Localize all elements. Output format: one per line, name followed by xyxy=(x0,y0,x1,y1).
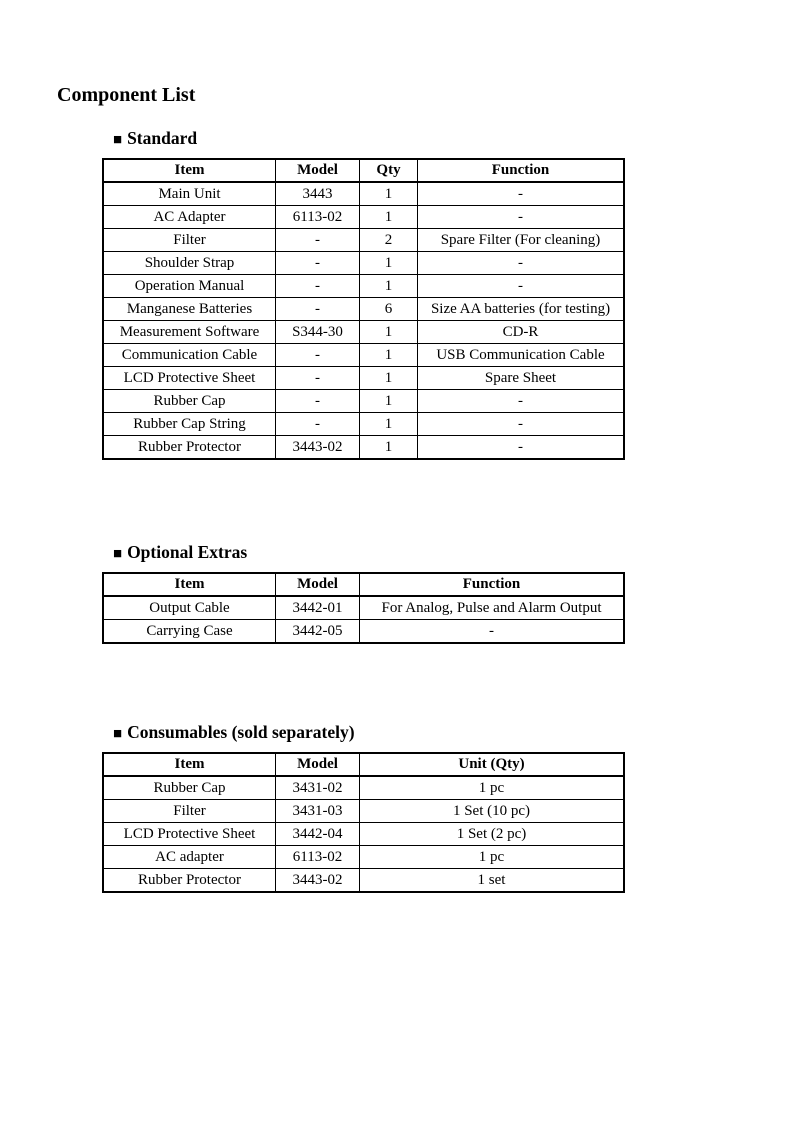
cell-function: - xyxy=(418,275,625,298)
column-header: Qty xyxy=(360,159,418,182)
table-row xyxy=(103,182,624,206)
column-header: Item xyxy=(103,573,276,596)
cell-qty: 1 xyxy=(360,367,418,390)
cell-model: - xyxy=(276,413,360,436)
cell-function: - xyxy=(418,206,625,229)
page-title: Component List xyxy=(57,84,196,106)
table-row xyxy=(103,823,624,846)
cell-qty: 1 xyxy=(360,206,418,229)
table-row xyxy=(103,229,624,252)
table-row xyxy=(103,275,624,298)
square-bullet-icon: ■ xyxy=(113,726,123,742)
cell-model: - xyxy=(276,390,360,413)
cell-item: Shoulder Strap xyxy=(103,252,276,275)
cell-item: Manganese Batteries xyxy=(103,298,276,321)
cell-model: - xyxy=(276,229,360,252)
cell-item: Communication Cable xyxy=(103,344,276,367)
cell-unit-qty: 1 pc xyxy=(360,846,625,869)
cell-item: Main Unit xyxy=(103,182,276,206)
cell-model: 3443 xyxy=(276,182,360,206)
cell-qty: 1 xyxy=(360,182,418,206)
table-row xyxy=(103,367,624,390)
cell-function: Size AA batteries (for testing) xyxy=(418,298,625,321)
cell-function: Spare Filter (For cleaning) xyxy=(418,229,625,252)
cell-model: 3442-01 xyxy=(276,596,360,620)
cell-function: USB Communication Cable xyxy=(418,344,625,367)
cell-item: Output Cable xyxy=(103,596,276,620)
cell-item: Rubber Protector xyxy=(103,869,276,893)
cell-item: Rubber Cap String xyxy=(103,413,276,436)
cell-qty: 1 xyxy=(360,275,418,298)
cell-function: - xyxy=(418,252,625,275)
cell-qty: 1 xyxy=(360,321,418,344)
section-heading-optional-extras xyxy=(113,542,247,563)
cell-model: 3431-03 xyxy=(276,800,360,823)
optional-extras-table xyxy=(102,572,625,644)
cell-item: AC Adapter xyxy=(103,206,276,229)
cell-item: Measurement Software xyxy=(103,321,276,344)
table-row xyxy=(103,413,624,436)
cell-function: - xyxy=(418,182,625,206)
cell-function: CD-R xyxy=(418,321,625,344)
cell-function: - xyxy=(418,390,625,413)
table-row xyxy=(103,596,624,620)
cell-model: - xyxy=(276,367,360,390)
column-header: Item xyxy=(103,159,276,182)
cell-model: - xyxy=(276,252,360,275)
table-header-row xyxy=(103,159,624,182)
table-row xyxy=(103,321,624,344)
section-heading-label: Standard xyxy=(127,128,198,148)
cell-function: - xyxy=(418,413,625,436)
table-row xyxy=(103,800,624,823)
cell-model: 3431-02 xyxy=(276,776,360,800)
table-header-row xyxy=(103,573,624,596)
cell-model: 3442-04 xyxy=(276,823,360,846)
square-bullet-icon: ■ xyxy=(113,546,123,562)
column-header: Model xyxy=(276,573,360,596)
cell-unit-qty: 1 Set (2 pc) xyxy=(360,823,625,846)
column-header: Item xyxy=(103,753,276,776)
cell-unit-qty: 1 pc xyxy=(360,776,625,800)
table-row xyxy=(103,298,624,321)
cell-function: - xyxy=(360,620,625,644)
cell-item: Filter xyxy=(103,229,276,252)
standard-components-table xyxy=(102,158,625,460)
cell-item: AC adapter xyxy=(103,846,276,869)
cell-qty: 1 xyxy=(360,390,418,413)
cell-qty: 2 xyxy=(360,229,418,252)
square-bullet-icon: ■ xyxy=(113,132,123,148)
cell-model: - xyxy=(276,344,360,367)
cell-model: 3443-02 xyxy=(276,869,360,893)
cell-model: 6113-02 xyxy=(276,206,360,229)
cell-item: Filter xyxy=(103,800,276,823)
section-heading-standard xyxy=(113,128,197,149)
cell-qty: 1 xyxy=(360,252,418,275)
cell-qty: 6 xyxy=(360,298,418,321)
cell-item: Rubber Cap xyxy=(103,390,276,413)
table-row xyxy=(103,344,624,367)
cell-function: Spare Sheet xyxy=(418,367,625,390)
cell-model: - xyxy=(276,298,360,321)
section-heading-label: Optional Extras xyxy=(127,542,248,562)
table-row xyxy=(103,869,624,893)
column-header: Model xyxy=(276,159,360,182)
cell-function: - xyxy=(418,436,625,460)
table-header-row xyxy=(103,753,624,776)
cell-item: Rubber Protector xyxy=(103,436,276,460)
cell-qty: 1 xyxy=(360,344,418,367)
cell-item: Carrying Case xyxy=(103,620,276,644)
cell-qty: 1 xyxy=(360,413,418,436)
section-heading-label: Consumables (sold separately) xyxy=(127,722,355,742)
cell-model: - xyxy=(276,275,360,298)
table-row xyxy=(103,846,624,869)
cell-item: LCD Protective Sheet xyxy=(103,823,276,846)
section-heading-consumables xyxy=(113,722,355,743)
cell-model: 3443-02 xyxy=(276,436,360,460)
cell-unit-qty: 1 set xyxy=(360,869,625,893)
table-row xyxy=(103,436,624,460)
table-row xyxy=(103,206,624,229)
cell-item: Rubber Cap xyxy=(103,776,276,800)
column-header: Function xyxy=(360,573,625,596)
consumables-table xyxy=(102,752,625,893)
column-header: Function xyxy=(418,159,625,182)
column-header: Model xyxy=(276,753,360,776)
cell-model: 3442-05 xyxy=(276,620,360,644)
table-row xyxy=(103,620,624,644)
table-row xyxy=(103,252,624,275)
table-row xyxy=(103,776,624,800)
column-header: Unit (Qty) xyxy=(360,753,625,776)
table-row xyxy=(103,390,624,413)
cell-qty: 1 xyxy=(360,436,418,460)
cell-item: LCD Protective Sheet xyxy=(103,367,276,390)
cell-model: S344-30 xyxy=(276,321,360,344)
cell-function: For Analog, Pulse and Alarm Output xyxy=(360,596,625,620)
cell-unit-qty: 1 Set (10 pc) xyxy=(360,800,625,823)
cell-model: 6113-02 xyxy=(276,846,360,869)
cell-item: Operation Manual xyxy=(103,275,276,298)
